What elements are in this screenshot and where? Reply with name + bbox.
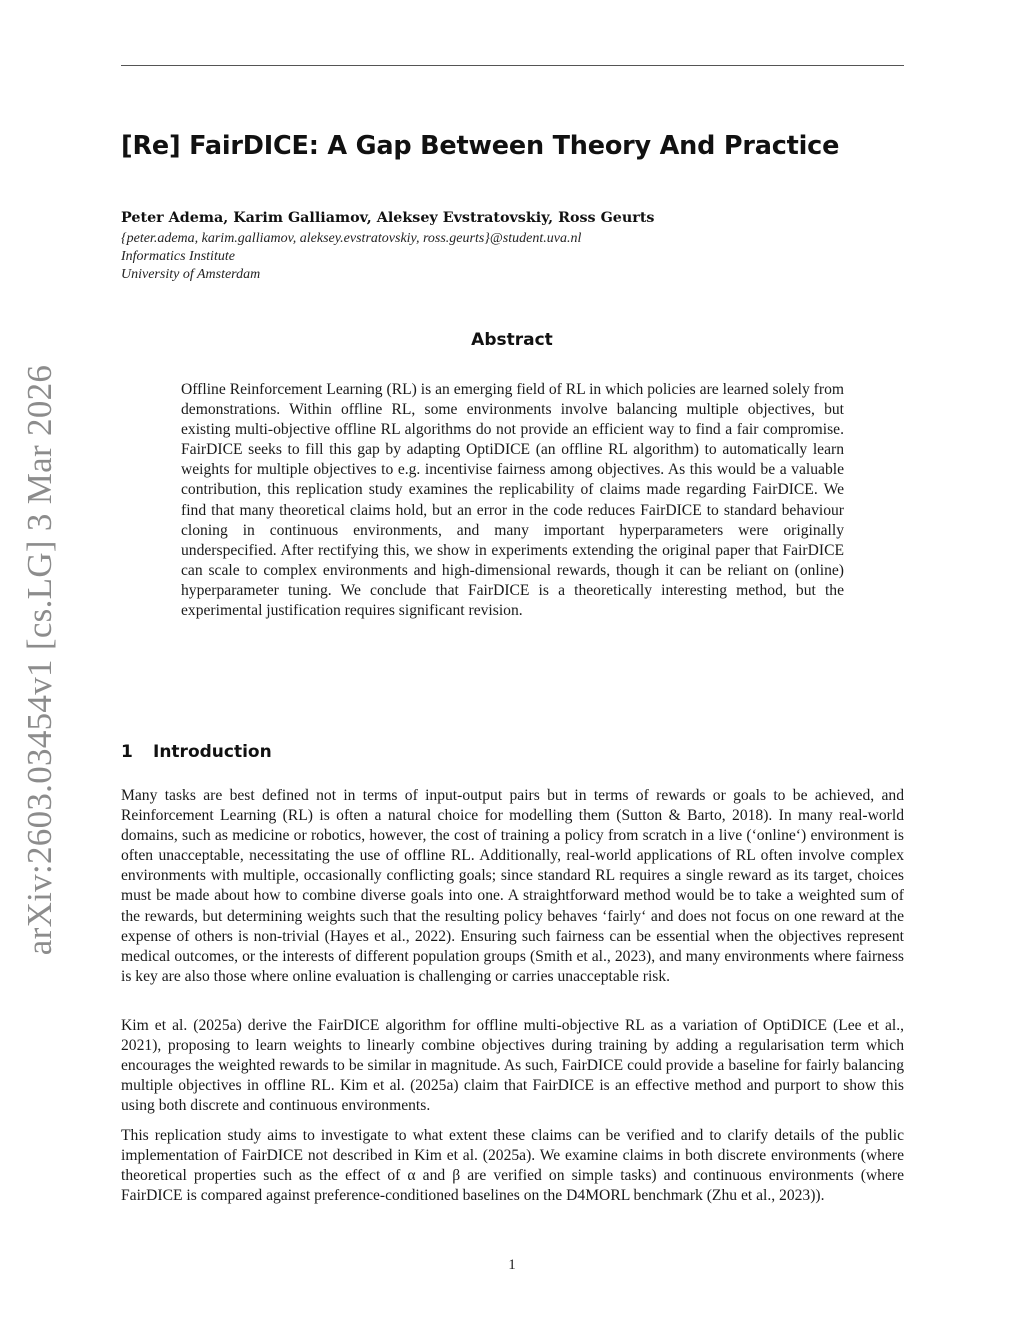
institute-name: Informatics Institute bbox=[121, 249, 235, 264]
university-name: University of Amsterdam bbox=[121, 267, 261, 282]
author-list: Peter Adema, Karim Galliamov, Aleksey Evstratovskiy, Ross Geurts bbox=[121, 210, 655, 226]
paper-title: [Re] FairDICE: A Gap Between Theory And Practice bbox=[121, 131, 840, 161]
section-heading-introduction bbox=[121, 742, 272, 762]
top-rule bbox=[121, 65, 904, 66]
intro-paragraph: This replication study aims to investigate to what extent these claims can be verified and to clarify details of the public implementation of FairDICE not described in Kim et al. (2025a). We examine claims in both discrete environments (where theoretical properties such as the effect of α and β are verified on simple tasks) and continuous environments (where FairDICE is compared against preference-conditioned baselines on the D4MORL benchmark (Zhu et al., 2023)). bbox=[121, 1127, 904, 1205]
section-title: Introduction bbox=[153, 742, 272, 762]
page-number: 1 bbox=[508, 1257, 516, 1273]
abstract-heading: Abstract bbox=[471, 330, 553, 350]
abstract-text: Offline Reinforcement Learning (RL) is an emerging field of RL in which policies are learned solely from demonstrations. Within offline RL, some environments involve balancing multiple objectives, but existing multi-objective offline RL algorithms do not provide an efficient way to find a fair compromise. FairDICE seeks to fill this gap by adapting OptiDICE (an offline RL algorithm) to automatically learn weights for multiple objectives to e.g. incentivise fairness among objectives. As this would be a valuable contribution, this replication study examines the replicability of claims made regarding FairDICE. We find that many theoretical claims hold, but an error in the code reduces FairDICE to standard behaviour cloning in continuous environments, and many important hyperparameters were originally underspecified. After rectifying this, we show in experiments extending the original paper that FairDICE can scale to complex environments and high-dimensional rewards, though it can be reliant on (online) hyperparameter tuning. We conclude that FairDICE is a theoretically interesting method, but the experimental justification requires significant revision. bbox=[181, 381, 844, 620]
arxiv-stamp-text: arXiv:2603.03454v1 [cs.LG] 3 Mar 2026 bbox=[20, 364, 59, 956]
author-emails: {peter.adema, karim.galliamov, aleksey.evstratovskiy, ross.geurts}@student.uva.nl bbox=[121, 231, 582, 246]
intro-paragraph: Kim et al. (2025a) derive the FairDICE algorithm for offline multi-objective RL as a variation of OptiDICE (Lee et al., 2021), proposing to learn weights to linearly combine objectives during training by adding a regularisation term which encourages the weighted rewards to be similar in magnitude. As such, FairDICE could provide a baseline for fairly balancing multiple objectives in offline RL. Kim et al. (2025a) claim that FairDICE is an effective method and purport to show this using both discrete and continuous environments. bbox=[121, 1017, 904, 1115]
intro-paragraph: Many tasks are best defined not in terms of input-output pairs but in terms of rewards or goals to be achieved, and Reinforcement Learning (RL) is often a natural choice for modelling them (Sutton & Barto, 2018). In many real-world domains, such as medicine or robotics, however, the cost of training a policy from scratch in a live (‘online‘) environment is often unacceptable, necessitating the use of offline RL. Additionally, real-world applications of RL often involve complex environments with multiple, occasionally conflicting goals; since standard RL requires a single reward as its target, choices must be made about how to combine diverse goals into one. A straightforward method would be to take a weighted sum of the rewards, but determining weights such that the resulting policy behaves ‘fairly‘ and does not focus on one reward at the expense of others is non-trivial (Hayes et al., 2022). Ensuring such fairness can be essential when the objectives represent medical outcomes, or the interests of different population groups (Smith et al., 2023), and many environments where fairness is key are also those where online evaluation is challenging or carries unacceptable risk. bbox=[121, 787, 904, 985]
section-number: 1 bbox=[121, 742, 133, 762]
